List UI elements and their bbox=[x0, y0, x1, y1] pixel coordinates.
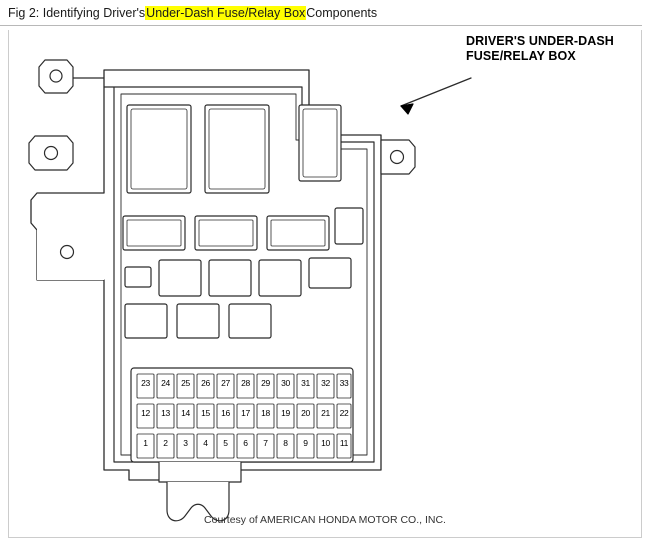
courtesy-text: Courtesy of AMERICAN HONDA MOTOR CO., INC. bbox=[204, 514, 446, 526]
fuse-label-4: 4 bbox=[203, 438, 208, 448]
relay-slot-6 bbox=[267, 216, 329, 250]
fuse-label-19: 19 bbox=[281, 408, 290, 418]
fuse-label-24: 24 bbox=[161, 378, 170, 388]
caption-highlight: Under-Dash Fuse/Relay Box bbox=[146, 5, 306, 20]
figure-caption bbox=[0, 0, 650, 26]
mounting-hole-top-left bbox=[50, 70, 62, 82]
connector-4 bbox=[259, 260, 301, 296]
fuse-label-3: 3 bbox=[183, 438, 188, 448]
mounting-hole-mid-left bbox=[45, 147, 58, 160]
callout-label bbox=[466, 34, 636, 64]
callout-line-2: FUSE/RELAY BOX bbox=[466, 49, 576, 63]
relay-slot-5 bbox=[195, 216, 257, 250]
fuse-label-7: 7 bbox=[263, 438, 268, 448]
fuse-label-23: 23 bbox=[141, 378, 150, 388]
caption-suffix: Components bbox=[306, 5, 378, 20]
connector-5 bbox=[309, 258, 351, 288]
fuse-label-10: 10 bbox=[321, 438, 330, 448]
fuse-label-28: 28 bbox=[241, 378, 250, 388]
fuse-label-9: 9 bbox=[303, 438, 308, 448]
fuse-label-29: 29 bbox=[261, 378, 270, 388]
connector-8 bbox=[229, 304, 271, 338]
connector-6 bbox=[125, 304, 167, 338]
fuse-label-1: 1 bbox=[143, 438, 148, 448]
callout-leader-line bbox=[401, 78, 471, 106]
fuse-label-17: 17 bbox=[241, 408, 250, 418]
figure-drawing-area bbox=[8, 30, 642, 538]
relay-slot-2 bbox=[205, 105, 269, 193]
fuse-label-12: 12 bbox=[141, 408, 150, 418]
fuse-label-25: 25 bbox=[181, 378, 190, 388]
fuse-label-16: 16 bbox=[221, 408, 230, 418]
fuse-label-20: 20 bbox=[301, 408, 310, 418]
fuse-label-11: 11 bbox=[339, 438, 349, 448]
mounting-hole-right bbox=[391, 151, 404, 164]
fuse-label-18: 18 bbox=[261, 408, 270, 418]
connector-3 bbox=[209, 260, 251, 296]
relay-slot-4 bbox=[123, 216, 185, 250]
bottom-bracket bbox=[159, 462, 241, 482]
fuse-label-14: 14 bbox=[181, 408, 190, 418]
fuse-label-22: 22 bbox=[339, 408, 349, 418]
fuse-label-31: 31 bbox=[301, 378, 310, 388]
fuse-label-2: 2 bbox=[163, 438, 168, 448]
fuse-label-33: 33 bbox=[339, 378, 349, 388]
fuse-label-30: 30 bbox=[281, 378, 290, 388]
fuse-label-26: 26 bbox=[201, 378, 210, 388]
page-right-margin bbox=[642, 0, 650, 550]
fuse-label-6: 6 bbox=[243, 438, 248, 448]
mounting-hole-lower-left bbox=[61, 246, 74, 259]
fuse-label-8: 8 bbox=[283, 438, 288, 448]
fuse-label-32: 32 bbox=[321, 378, 330, 388]
connector-7 bbox=[177, 304, 219, 338]
relay-slot-7 bbox=[335, 208, 363, 244]
callout-arrowhead bbox=[401, 104, 413, 114]
fuse-label-21: 21 bbox=[321, 408, 330, 418]
fuse-box-diagram bbox=[9, 30, 642, 538]
connector-small-1 bbox=[125, 267, 151, 287]
relay-slot-3 bbox=[299, 105, 341, 181]
fuse-label-13: 13 bbox=[161, 408, 170, 418]
fuse-label-27: 27 bbox=[221, 378, 230, 388]
fuse-label-5: 5 bbox=[223, 438, 228, 448]
relay-slot-1 bbox=[127, 105, 191, 193]
caption-prefix: Fig 2: Identifying Driver's bbox=[8, 5, 146, 20]
connector-2 bbox=[159, 260, 201, 296]
fuse-label-15: 15 bbox=[201, 408, 210, 418]
callout-line-1: DRIVER'S UNDER-DASH bbox=[466, 34, 614, 48]
